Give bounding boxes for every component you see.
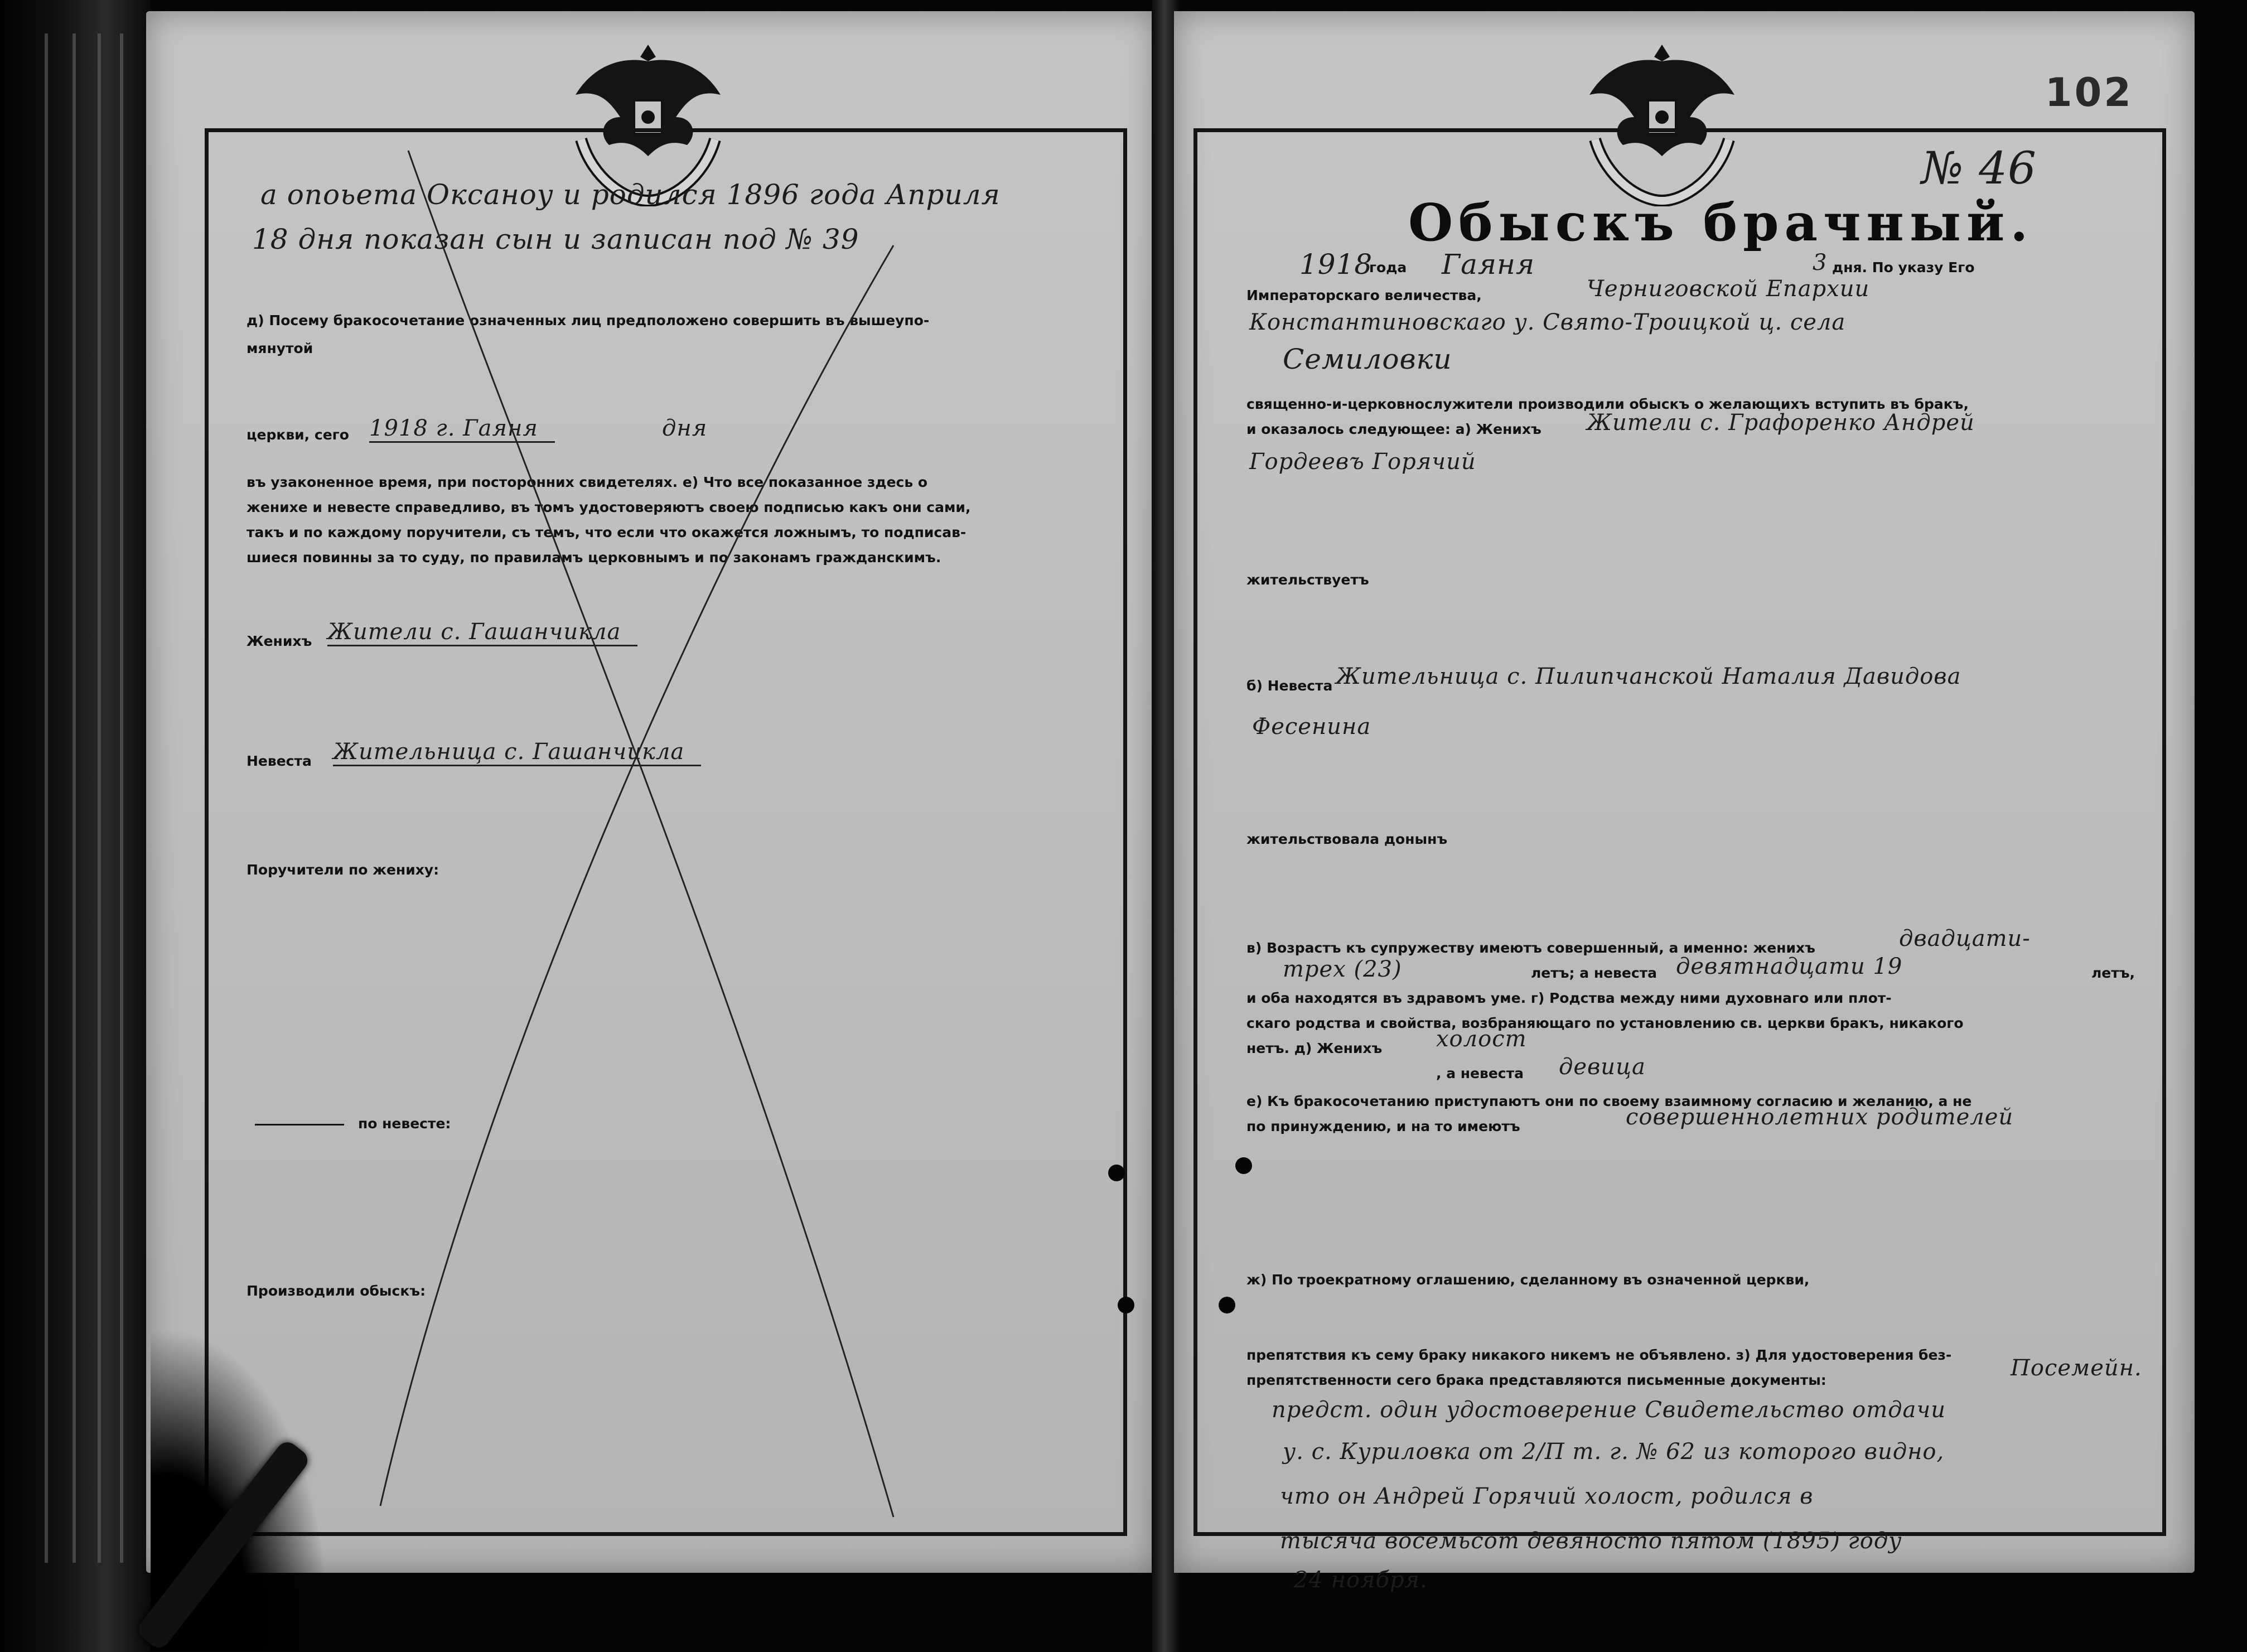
groom-signature: Жители с. Гашанчикла bbox=[327, 619, 637, 646]
handwritten-year: 1918 bbox=[1299, 248, 1373, 281]
printed-line: въ узаконенное время, при посторонних свидетелях. е) Что все показанное здесь о bbox=[247, 474, 928, 490]
church-date-label: церкви, сего bbox=[247, 427, 349, 443]
handwritten-age: девятнадцати 19 bbox=[1676, 954, 1903, 979]
sureties-bride-label: по невесте: bbox=[358, 1115, 451, 1132]
page-border bbox=[205, 128, 1127, 1536]
binding-hole bbox=[1118, 1297, 1134, 1313]
right-page bbox=[1174, 11, 2195, 1593]
year-label: года bbox=[1369, 259, 1407, 276]
handwritten-bride: Жительница с. Пилипчанской Наталия Давидова bbox=[1336, 664, 1961, 689]
handwritten-day: дня bbox=[662, 416, 708, 441]
printed-line: препятственности сего брака представляются письменные документы: bbox=[1246, 1372, 1826, 1388]
bride-label: б) Невеста bbox=[1246, 678, 1333, 694]
handwritten-line: Константиновскаго у. Свято-Троицкой ц. села bbox=[1249, 310, 1846, 335]
handwritten-age: двадцати- bbox=[1899, 926, 2031, 951]
handwritten-status: девица bbox=[1559, 1054, 1646, 1080]
printed-line: ж) По троекратному оглашению, сделанному въ означенной церкви, bbox=[1246, 1272, 1810, 1288]
day-label: дня. По указу Его bbox=[1832, 259, 1975, 276]
handwritten-groom: Гордеевъ Горячий bbox=[1249, 449, 1476, 475]
printed-line: летъ; а невеста bbox=[1531, 965, 1658, 981]
printed-line: д) Посему бракосочетание означенных лиц предположено совершить въ вышеупо- bbox=[247, 312, 930, 329]
printed-line: и оказалось следующее: а) Женихъ bbox=[1246, 421, 1542, 437]
binding-hole bbox=[1235, 1157, 1252, 1174]
handwritten-docs: предст. один удостоверение Свидетельство отдачи bbox=[1272, 1397, 1946, 1423]
handwritten-date: 1918 г. Гаяня bbox=[369, 416, 555, 443]
printed-line: такъ и по каждому поручители, съ темъ, что если что окажется ложнымъ, то подписав- bbox=[247, 524, 967, 540]
handwritten-age: трех (23) bbox=[1283, 957, 1402, 982]
handwritten-docs: у. с. Куриловка от 2/П т. г. № 62 из которого видно, bbox=[1283, 1439, 1945, 1465]
printed-line: шиеся повинны за то суду, по правиламъ церковнымъ и по законамъ гражданскимъ. bbox=[247, 549, 941, 566]
printed-line: нетъ. д) Женихъ bbox=[1246, 1040, 1383, 1056]
printed-line: , а невеста bbox=[1436, 1065, 1524, 1081]
record-number: № 46 bbox=[1921, 142, 2037, 194]
handwritten-docs: тысяча восемьсот девяносто пятом (1895) году bbox=[1280, 1528, 1902, 1554]
printed-line: по принуждению, и на то имеютъ bbox=[1246, 1118, 1520, 1134]
printed-line: е) Къ бракосочетанию приступаютъ они по своему взаимному согласию и желанию, а не bbox=[1246, 1093, 1972, 1109]
handwritten-line: Семиловки bbox=[1283, 343, 1452, 375]
printed-line: в) Возрастъ къ супружеству имеютъ совершенный, а именно: женихъ bbox=[1246, 940, 1815, 956]
residence-label: жительствуетъ bbox=[1246, 572, 1369, 588]
printed-line: скаго родства и свойства, возбраняющаго по установлению св. церкви бракъ, никакого bbox=[1246, 1015, 1964, 1031]
document-title: Обыскъ брачный. bbox=[1408, 192, 2034, 253]
groom-label: Женихъ bbox=[247, 633, 312, 649]
handwritten-day: 3 bbox=[1813, 250, 1828, 276]
binding-hole bbox=[1108, 1165, 1125, 1181]
binding-hole bbox=[1219, 1297, 1235, 1313]
printed-line: священно-и-церковнослужители производили обыскъ о желающихъ вступить въ бракъ, bbox=[1246, 396, 1969, 412]
printed-line: и оба находятся въ здравомъ уме. г) Родства между ними духовнаго или плот- bbox=[1246, 990, 1892, 1006]
handwritten-line: а опоьета Оксаноу и родился 1896 года Априля bbox=[260, 178, 1001, 211]
page-number: 102 bbox=[2045, 70, 2133, 115]
handwritten-docs: 24 ноября. bbox=[1294, 1567, 1428, 1593]
handwritten-month: Гаяня bbox=[1442, 248, 1535, 281]
handwritten-line: 18 дня показан сын и записан под № 39 bbox=[252, 223, 859, 255]
handwritten-consent: совершеннолетних родителей bbox=[1626, 1104, 2014, 1130]
bride-signature: Жительница с. Гашанчикла bbox=[333, 739, 701, 766]
handwritten-bride: Фесенина bbox=[1252, 714, 1371, 740]
blank-line bbox=[255, 1124, 344, 1126]
printed-line: Императорскаго величества, bbox=[1246, 287, 1482, 303]
printed-line: препятствия къ сему браку никакого никемъ не объявлено. з) Для удостоверения без- bbox=[1246, 1347, 1952, 1363]
handwritten-groom: Жители с. Графоренко Андрей bbox=[1587, 410, 1975, 436]
printed-line: мянутой bbox=[247, 340, 313, 356]
book-edge bbox=[0, 0, 151, 1652]
handwritten-docs: что он Андрей Горячий холост, родился в bbox=[1280, 1484, 1814, 1509]
handwritten-line: Черниговской Епархии bbox=[1587, 276, 1870, 302]
printed-line: женихе и невесте справедливо, въ томъ удостоверяютъ своею подписью какъ они сами, bbox=[247, 499, 971, 515]
bride-label: Невеста bbox=[247, 753, 312, 769]
residence-label: жительствовала донынъ bbox=[1246, 831, 1448, 847]
handwritten-docs: Посемейн. bbox=[2011, 1355, 2142, 1381]
searched-by-label: Производили обыскъ: bbox=[247, 1283, 426, 1299]
printed-line: летъ, bbox=[2091, 965, 2135, 981]
handwritten-status: холост bbox=[1436, 1026, 1527, 1052]
sureties-groom-label: Поручители по жениху: bbox=[247, 862, 439, 878]
